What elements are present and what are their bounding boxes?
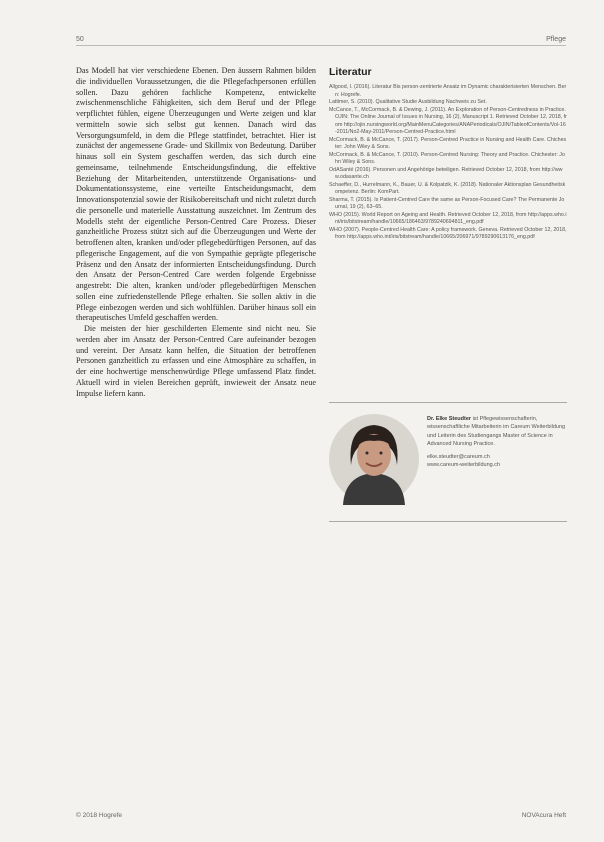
- reference-list: [329, 84, 567, 242]
- reference-item: OdASanté (2016). Personen und Angehörige beteiligen. Retrieved October 12, 2018, from http://www.odasante.ch: [329, 166, 563, 180]
- reference-item: WHO (2015). World Report on Ageing and Health. Retrieved October 12, 2018, from http://apps.who.int/iris/bitstream/handle/10665/186463/9789240694811_eng.pdf: [329, 211, 567, 225]
- reference-item: Lattimer, S. (2010). Qualitative Studie Ausbildung Nachweis zu Set.: [329, 99, 487, 105]
- literature-title: Literatur: [329, 66, 372, 78]
- section-label: Pflege: [546, 36, 566, 43]
- author-bio: ist Pflegewissenschafterin, wissenschaftliche Mitarbeiterin im Careum Weiterbildung und Leiterin des Studiengangs Master of Science in Advanced Nursing Practice.: [427, 416, 566, 447]
- literature-section: [329, 66, 567, 242]
- author-box: [329, 402, 567, 522]
- author-portrait: [329, 413, 419, 505]
- author-contact: [427, 453, 567, 470]
- reference-item: McCormack, B. & McCance, T. (2010). Person-Centred Nursing: Theory and Practice. Chichester: John Wiley & Sons.: [329, 151, 565, 165]
- article-body: [76, 66, 316, 399]
- author-email[interactable]: elke.steudter@careum.ch: [427, 454, 490, 461]
- reference-item: Schaeffer, D., Hurrelmann, K., Bauer, U. & Kolpatzik, K. (2018). Nationaler Aktionsplan Gesundheitskompetenz. Berlin: KomPart.: [329, 181, 566, 195]
- author-website[interactable]: www.careum-weiterbildung.ch: [427, 462, 501, 469]
- footer-journal: NOVAcura Heft: [521, 812, 566, 819]
- body-paragraph: Das Modell hat vier verschiedene Ebenen. Den äussern Rahmen bilden die individuellen Voraussetzungen, die die Pflegefachpersonen erfüllen sollen. Dazu gehören fachliche Kompetenz, entwickelte zwischenmenschliche Fähigkeiten, sich dem Beruf und der Pflege verpflichtet fühlen, eigene Überzeugungen und Werte zeigen und klar vermitteln sowie sich selbst gut kennen. Danach wird das Versorgungsumfeld, in dem die Pflege stattfindet, betrachtet. Hier ist zunächst der angemessene Grade- und Skillmix von Bedeutung. Darüber hinaus soll ein System geschaffen werden, das sich durch eine gemeinsame, teilnehmende Entscheidungsfindung, die effektive Beziehung der Mitarbeitenden, unterstützende Organisations- und Dokumentationssysteme, eine verteilte Entscheidungsmacht, dem Innovationspotenzial sowie der Risikobereitschaft und nicht zuletzt durch die personelle und materielle Ausstattung auszeichnet. Im Zentrum des Modells steht der eigentliche Person-Centred Care Prozess. Dieser ganzheitliche Prozess stützt sich auf die Überzeugungen und Werte der betroffenen alten, kranken und/oder pflegebedürftigen Personen, auf das pflegerische Engagement, auf die von Sympathie geprägte pflegerische Präsenz und den Ansatz der informierten Entscheidungsfindung. Durch den Ansatz der Person-Centred Care werden folgende Ergebnisse angestrebt: Die alten, kranken und/oder pflegebedürftigen Menschen sollen eine zufriedenstellende Pflege erhalten. Sie sollen aktiv in die Pflege einbezogen werden und sich wohlfühlen. Darüber hinaus soll ein therapeutisches Umfeld geschaffen werden.: [76, 66, 316, 323]
- header-rule: [76, 45, 566, 46]
- reference-item: McCormack, B. & McCance, T. (2017). Person-Centred Practice in Nursing and Health Care. Chichester: John Wiley & Sons.: [329, 136, 567, 150]
- page-number: 50: [76, 36, 84, 43]
- reference-item: McCance, T., McCormack, B. & Dewing, J. (2011). An Exploration of Person-Centredness in Practice. OJIN: The Online Journal of Issues in Nursing, 16 (2), Manuscript 1. Retrieved October 12, 2018, from http://ojin.nursingworld.org/MainMenuCategories/ANAPeriodicals/OJIN/TableofContents/Vol-16-2011/No2-May-2011/Person-Centred-Practice.html: [329, 106, 567, 135]
- footer-copyright: © 2018 Hogrefe: [76, 812, 122, 819]
- reference-item: Allgood, I. (2016). Literatur Bis person-zentrierte Ansatz im Dynamic charakterisierten Menschen. Bern: Hogrefe.: [329, 84, 567, 98]
- author-name: Dr. Elke Steudter: [427, 416, 472, 422]
- author-bio-block: [427, 415, 567, 470]
- body-paragraph: Die meisten der hier geschilderten Elemente sind nicht neu. Sie werden aber im Ansatz der Person-Centred Care aufeinander bezogen und vereint. Der Ansatz kann helfen, die Situation der betroffenen Personen ganzheitlich zu erfassen und eine Atmosphäre zu schaffen, in der eine hochwertige menschenwürdige Pflege umfassend Platz findet. Aktuell wird in vielen Bereichen geprüft, inwieweit der Ansatz neue Impulse liefern kann.: [76, 324, 316, 398]
- reference-item: WHO (2007). People-Centred Health Care: A policy framework. Geneva. Retrieved October 12, 2018, from http://apps.who.int/iris/bitstream/handle/10665/206971/9789290613176_eng.pdf: [329, 226, 567, 240]
- reference-item: Sharma, T. (2015). Is Patient-Centred Care the same as Person-Focused Care? The Permanente Journal, 19 (2), 63–65.: [329, 196, 565, 210]
